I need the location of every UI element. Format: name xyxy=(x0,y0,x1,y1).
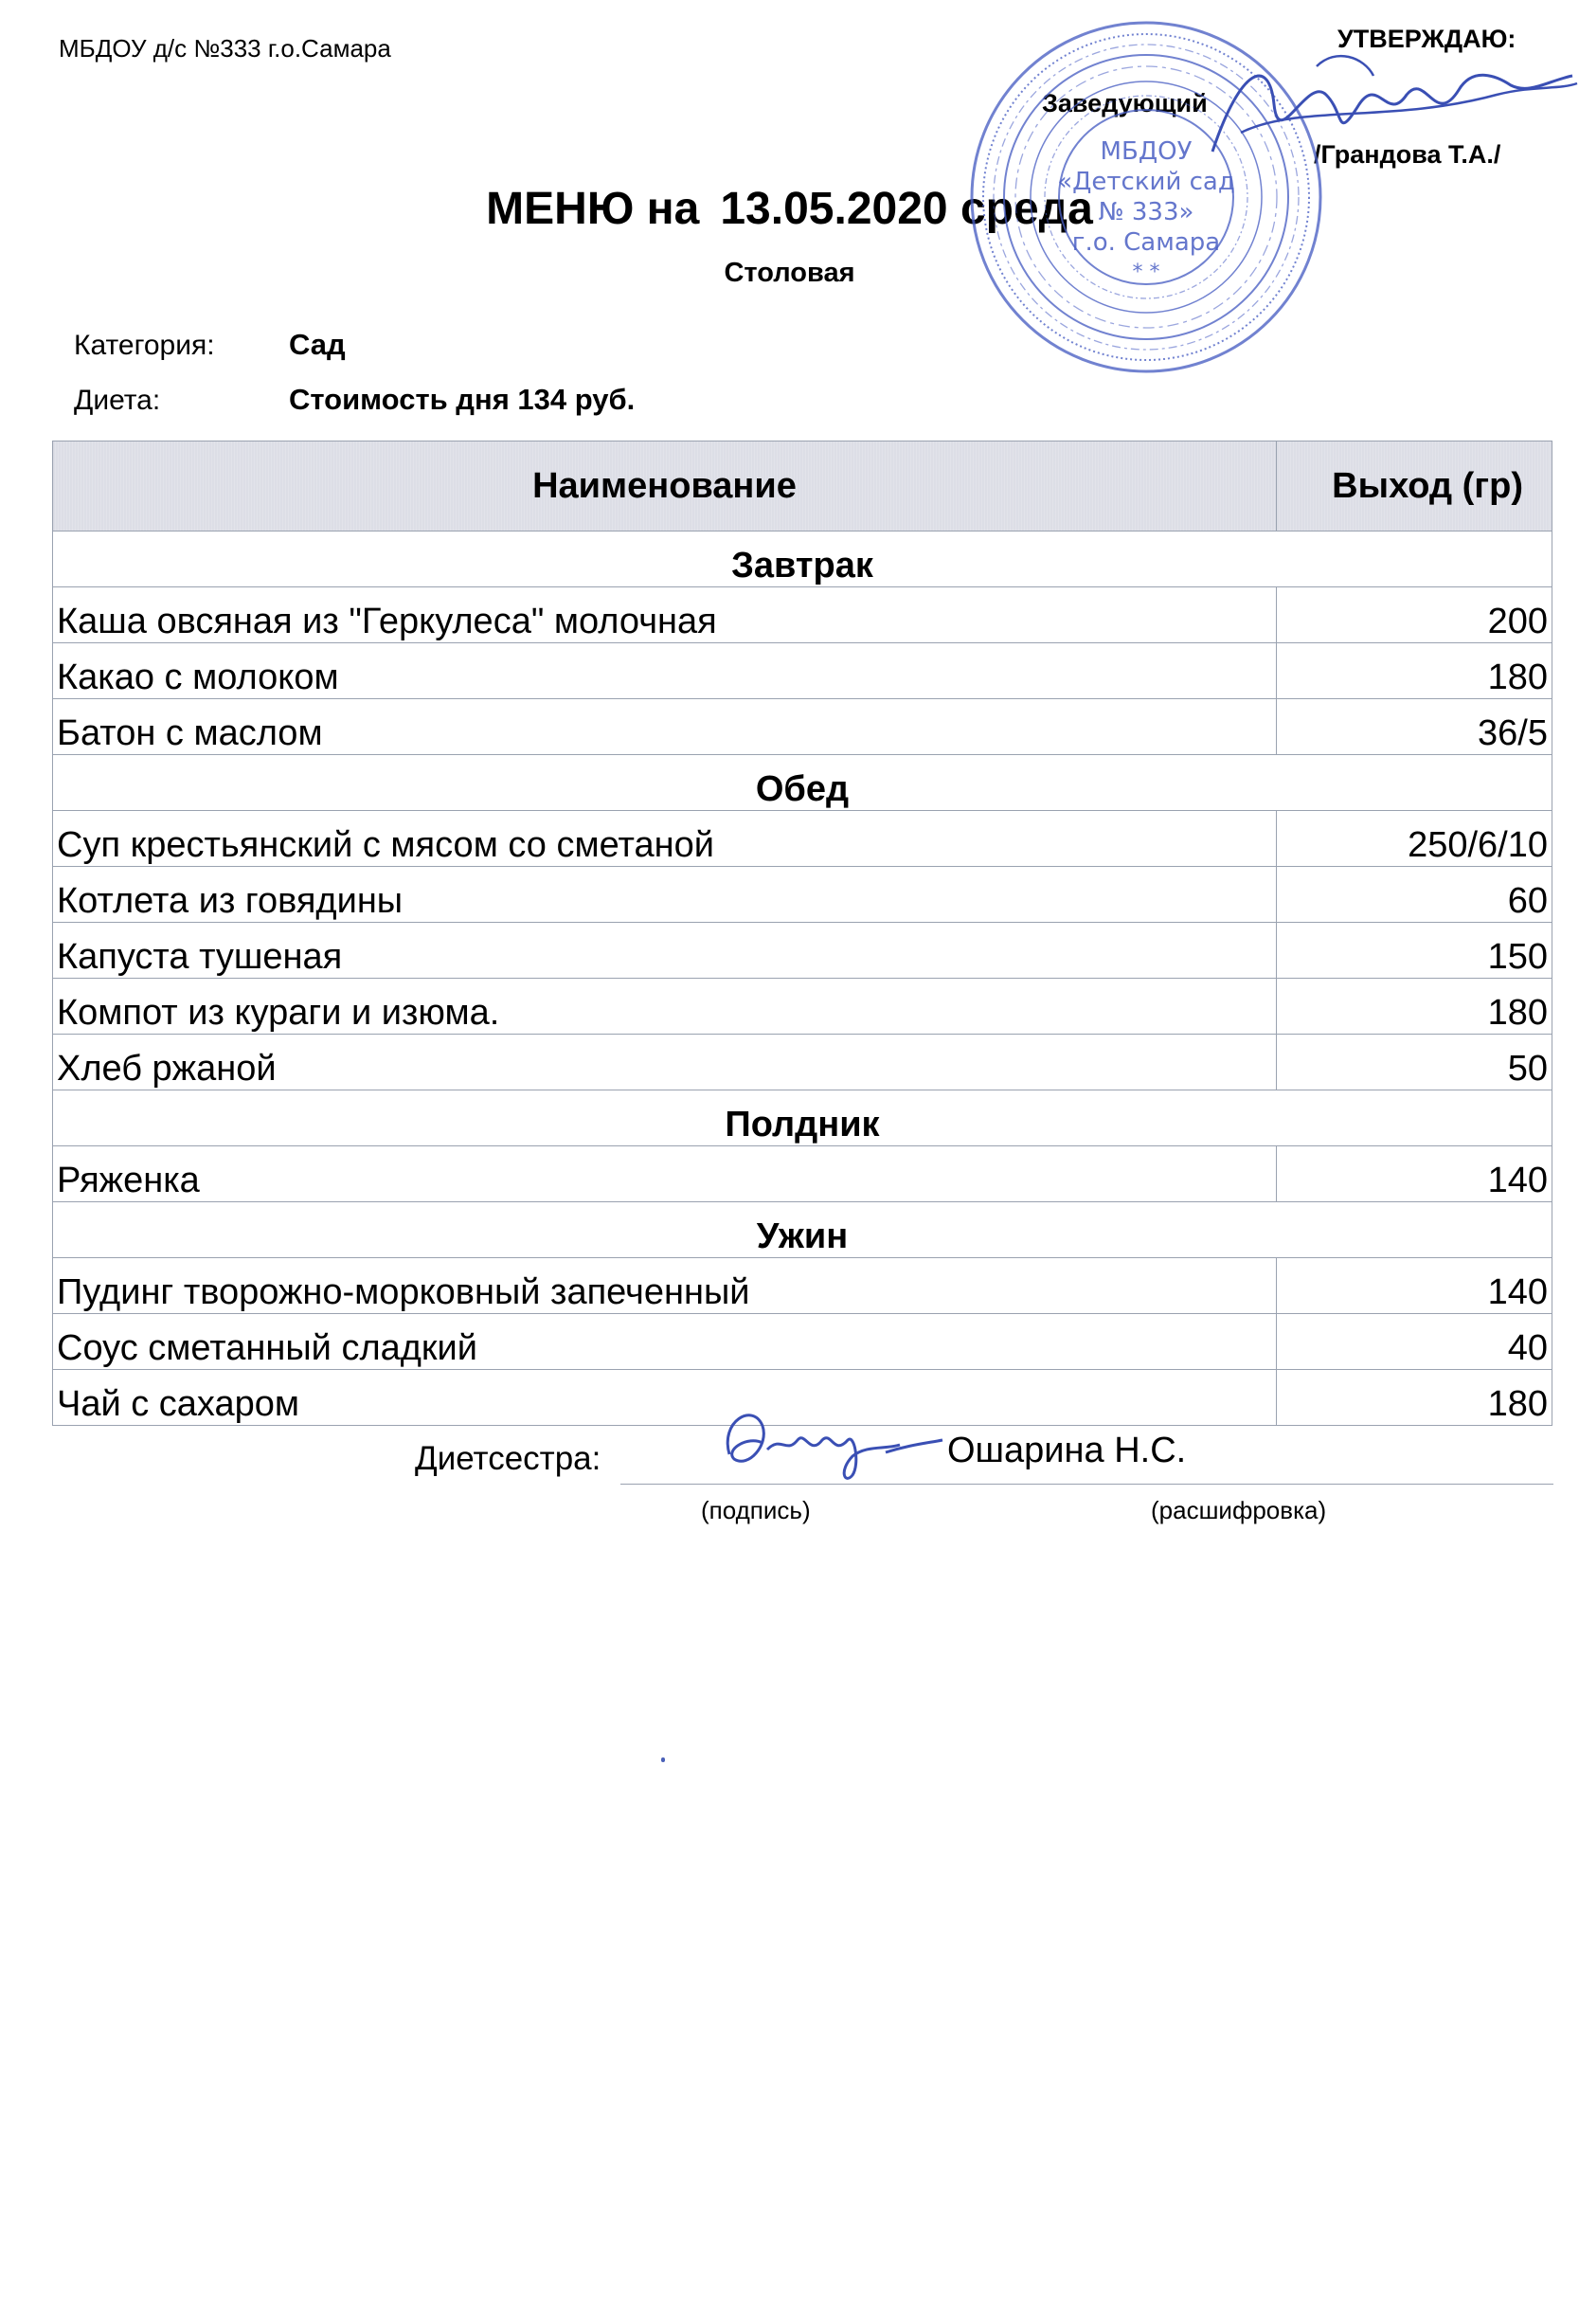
dish-name: Каша овсяная из "Геркулеса" молочная xyxy=(53,587,1277,643)
dish-output: 50 xyxy=(1277,1035,1552,1090)
dish-output: 180 xyxy=(1277,1370,1552,1426)
dish-output: 250/6/10 xyxy=(1277,811,1552,867)
section-row xyxy=(53,755,1552,811)
dish-output: 150 xyxy=(1277,923,1552,979)
column-header-name: Наименование xyxy=(53,441,1277,531)
dish-name: Котлета из говядины xyxy=(53,867,1277,923)
dish-output: 200 xyxy=(1277,587,1552,643)
head-role: Заведующий xyxy=(1042,89,1208,117)
title-prefix: МЕНЮ на xyxy=(486,184,700,234)
dish-output: 60 xyxy=(1277,867,1552,923)
dietitian-label: Диетсестра: xyxy=(415,1440,601,1477)
table-row xyxy=(53,811,1552,867)
organization-name: МБДОУ д/с №333 г.о.Самара xyxy=(59,34,391,63)
table-row xyxy=(53,1146,1552,1202)
dish-output: 140 xyxy=(1277,1258,1552,1314)
dish-name: Батон с маслом xyxy=(53,699,1277,755)
dish-name: Пудинг творожно-морковный запеченный xyxy=(53,1258,1277,1314)
category-label: Категория: xyxy=(74,330,215,361)
dish-name: Какао с молоком xyxy=(53,643,1277,699)
stamp-line: г.о. Самара xyxy=(1071,228,1221,257)
stamp-line: «Детский сад xyxy=(1057,168,1235,196)
dish-name: Компот из кураги и изюма. xyxy=(53,979,1277,1035)
section-title: Ужин xyxy=(53,1202,1552,1258)
table-row xyxy=(53,1258,1552,1314)
table-header-row xyxy=(53,441,1552,531)
table-row xyxy=(53,1314,1552,1370)
dietitian-signature xyxy=(710,1397,947,1483)
dish-name: Капуста тушеная xyxy=(53,923,1277,979)
head-signature xyxy=(1184,38,1579,171)
dish-name: Ряженка xyxy=(53,1146,1277,1202)
dietitian-name: Ошарина Н.С. xyxy=(947,1431,1187,1470)
title-weekday: среда xyxy=(960,184,1093,234)
column-header-output: Выход (гр) xyxy=(1277,441,1552,531)
table-row xyxy=(53,979,1552,1035)
page-subtitle: Столовая xyxy=(724,258,855,288)
title-date: 13.05.2020 xyxy=(720,184,948,234)
stamp-line: МБДОУ xyxy=(1100,137,1193,166)
signature-line xyxy=(620,1484,1553,1485)
dish-output: 140 xyxy=(1277,1146,1552,1202)
head-name: /Грандова Т.А./ xyxy=(1314,140,1501,169)
page-title xyxy=(0,183,1579,235)
decode-caption: (расшифровка) xyxy=(1151,1496,1327,1524)
section-title: Полдник xyxy=(53,1090,1552,1146)
table-row xyxy=(53,643,1552,699)
diet-label: Диета: xyxy=(74,385,161,416)
stamp-line: № 333» xyxy=(1098,198,1194,226)
section-row xyxy=(53,1202,1552,1258)
dish-output: 180 xyxy=(1277,643,1552,699)
category-value: Сад xyxy=(289,328,346,361)
table-row xyxy=(53,587,1552,643)
dish-name: Чай с сахаром xyxy=(53,1370,1277,1426)
signature-caption: (подпись) xyxy=(701,1496,811,1524)
diet-value: Стоимость дня 134 руб. xyxy=(289,383,636,416)
dish-name: Хлеб ржаной xyxy=(53,1035,1277,1090)
section-row xyxy=(53,1090,1552,1146)
approve-label: УТВЕРЖДАЮ: xyxy=(1337,25,1516,53)
table-row xyxy=(53,867,1552,923)
menu-table xyxy=(52,441,1552,1426)
dish-name: Соус сметанный сладкий xyxy=(53,1314,1277,1370)
table-row xyxy=(53,699,1552,755)
table-row xyxy=(53,923,1552,979)
svg-text:* *: * * xyxy=(1132,261,1160,284)
section-title: Обед xyxy=(53,755,1552,811)
table-row xyxy=(53,1035,1552,1090)
dish-output: 180 xyxy=(1277,979,1552,1035)
dish-name: Суп крестьянский с мясом со сметаной xyxy=(53,811,1277,867)
dish-output: 40 xyxy=(1277,1314,1552,1370)
ink-speck xyxy=(661,1757,665,1762)
dish-output: 36/5 xyxy=(1277,699,1552,755)
section-row xyxy=(53,531,1552,587)
section-title: Завтрак xyxy=(53,531,1552,587)
